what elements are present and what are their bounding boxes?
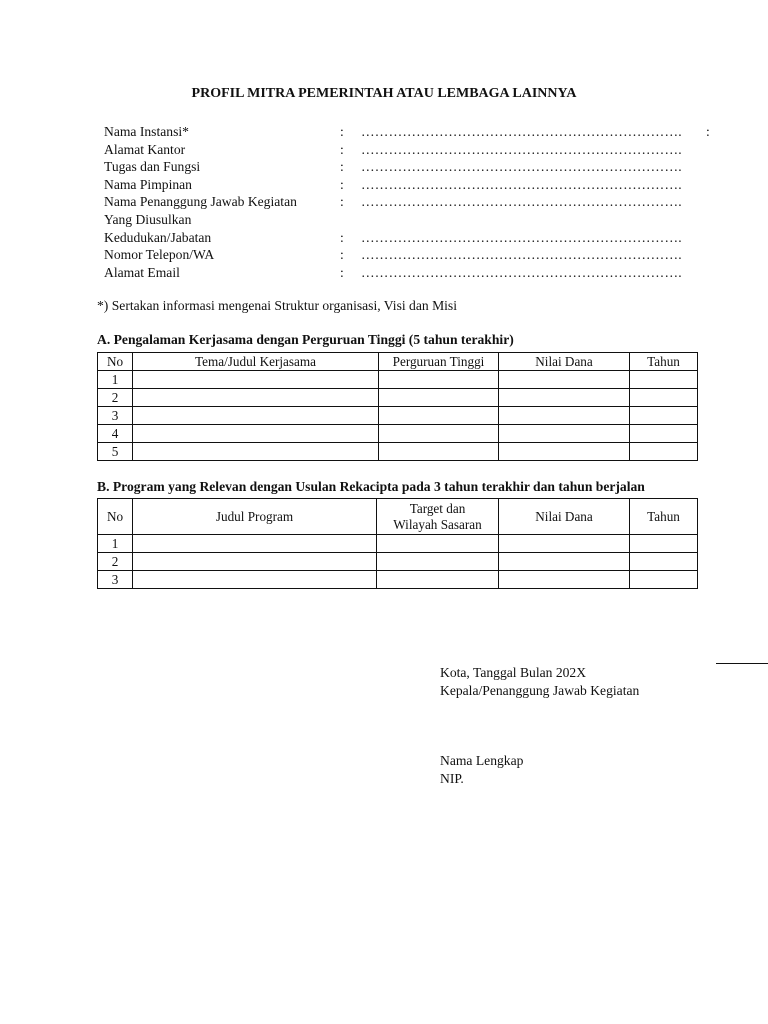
field-label: Nama Instansi* — [104, 124, 189, 139]
table-row — [98, 371, 698, 389]
field-label: Alamat Email — [104, 265, 180, 280]
col-header-target — [377, 499, 499, 535]
field-label: Alamat Kantor — [104, 142, 186, 157]
field-label: Nama Penanggung Jawab Kegiatan — [104, 194, 297, 209]
cell-empty[interactable] — [630, 535, 698, 553]
col-header-nilai: Nilai Dana — [499, 353, 630, 371]
col-header-judul: Judul Program — [133, 499, 377, 535]
row-number: 3 — [98, 407, 133, 425]
cell-empty[interactable] — [499, 535, 630, 553]
cell-empty[interactable] — [630, 425, 698, 443]
table-row — [98, 425, 698, 443]
table-row — [98, 443, 698, 461]
table-row — [98, 389, 698, 407]
col-header-tahun: Tahun — [630, 353, 698, 371]
cell-empty[interactable] — [630, 407, 698, 425]
cell-empty[interactable] — [377, 571, 499, 589]
cell-empty[interactable] — [133, 535, 377, 553]
cell-empty[interactable] — [499, 571, 630, 589]
cell-empty[interactable] — [499, 389, 630, 407]
cell-empty[interactable] — [133, 389, 379, 407]
cell-empty[interactable] — [133, 425, 379, 443]
cell-empty[interactable] — [630, 553, 698, 571]
cell-empty[interactable] — [379, 425, 499, 443]
row-number: 5 — [98, 443, 133, 461]
field-colon: : — [340, 247, 344, 262]
page-title: PROFIL MITRA PEMERINTAH ATAU LEMBAGA LAINNYA — [191, 86, 577, 101]
row-number: 2 — [98, 553, 133, 571]
section-b-title: B. Program yang Relevan dengan Usulan Rekacipta pada 3 tahun terakhir dan tahun berjalan — [97, 479, 645, 494]
cell-empty[interactable] — [133, 553, 377, 571]
signatory-name: Nama Lengkap — [440, 753, 524, 768]
field-blank: ……………………………………………………………. — [361, 194, 682, 209]
col-header-target-line1: Target dan — [409, 500, 466, 516]
cell-empty[interactable] — [379, 389, 499, 407]
row-number: 2 — [98, 389, 133, 407]
field-colon: : — [340, 124, 344, 139]
cell-empty[interactable] — [499, 553, 630, 571]
field-colon: : — [340, 230, 344, 245]
field-blank: ……………………………………………………………. — [361, 265, 682, 280]
row-number: 3 — [98, 571, 133, 589]
col-header-no: No — [98, 353, 133, 371]
footnote: *) Sertakan informasi mengenai Struktur organisasi, Visi dan Misi — [97, 298, 457, 313]
signature-rule — [716, 663, 768, 664]
col-header-nilai: Nilai Dana — [499, 499, 630, 535]
row-number: 4 — [98, 425, 133, 443]
field-blank: ……………………………………………………………. — [361, 124, 682, 139]
field-colon: : — [340, 194, 344, 209]
col-header-target-line2: Wilayah Sasaran — [393, 516, 482, 532]
section-a-title: A. Pengalaman Kerjasama dengan Perguruan Tinggi (5 tahun terakhir) — [97, 332, 514, 347]
place-date: Kota, Tanggal Bulan 202X — [440, 665, 587, 680]
row-number: 1 — [98, 535, 133, 553]
field-blank: ……………………………………………………………. — [361, 247, 682, 262]
cell-empty[interactable] — [133, 571, 377, 589]
cell-empty[interactable] — [377, 535, 499, 553]
cell-empty[interactable] — [499, 425, 630, 443]
cell-empty[interactable] — [630, 389, 698, 407]
cell-empty[interactable] — [630, 443, 698, 461]
table-header-row — [98, 353, 698, 371]
field-colon: : — [340, 142, 344, 157]
field-label: Yang Diusulkan — [104, 212, 192, 227]
field-colon: : — [340, 177, 344, 192]
cell-empty[interactable] — [499, 407, 630, 425]
field-blank: ……………………………………………………………. — [361, 230, 682, 245]
table-row — [98, 535, 698, 553]
cell-empty[interactable] — [133, 371, 379, 389]
field-colon: : — [340, 265, 344, 280]
signatory-nip: NIP. — [440, 771, 464, 786]
field-colon: : — [340, 159, 344, 174]
table-row — [98, 553, 698, 571]
field-label: Nama Pimpinan — [104, 177, 192, 192]
cell-empty[interactable] — [133, 443, 379, 461]
field-label: Tugas dan Fungsi — [104, 159, 201, 174]
cell-empty[interactable] — [379, 407, 499, 425]
field-blank: ……………………………………………………………. — [361, 177, 682, 192]
cell-empty[interactable] — [499, 371, 630, 389]
table-kerjasama — [97, 352, 698, 461]
field-blank: ……………………………………………………………. — [361, 159, 682, 174]
table-header-row — [98, 499, 698, 535]
cell-empty[interactable] — [630, 571, 698, 589]
cell-empty[interactable] — [499, 443, 630, 461]
signatory-position: Kepala/Penanggung Jawab Kegiatan — [440, 683, 640, 698]
field-label: Kedudukan/Jabatan — [104, 230, 212, 245]
col-header-tahun: Tahun — [630, 499, 698, 535]
table-row — [98, 571, 698, 589]
cell-empty[interactable] — [379, 443, 499, 461]
cell-empty[interactable] — [133, 407, 379, 425]
col-header-pt: Perguruan Tinggi — [379, 353, 499, 371]
row-number: 1 — [98, 371, 133, 389]
col-header-tema: Tema/Judul Kerjasama — [133, 353, 379, 371]
table-program — [97, 498, 698, 589]
cell-empty[interactable] — [377, 553, 499, 571]
col-header-no: No — [98, 499, 133, 535]
field-label: Nomor Telepon/WA — [104, 247, 215, 262]
cell-empty[interactable] — [630, 371, 698, 389]
field-blank: ……………………………………………………………. — [361, 142, 682, 157]
table-row — [98, 407, 698, 425]
stray-colon: : — [706, 124, 710, 139]
cell-empty[interactable] — [379, 371, 499, 389]
